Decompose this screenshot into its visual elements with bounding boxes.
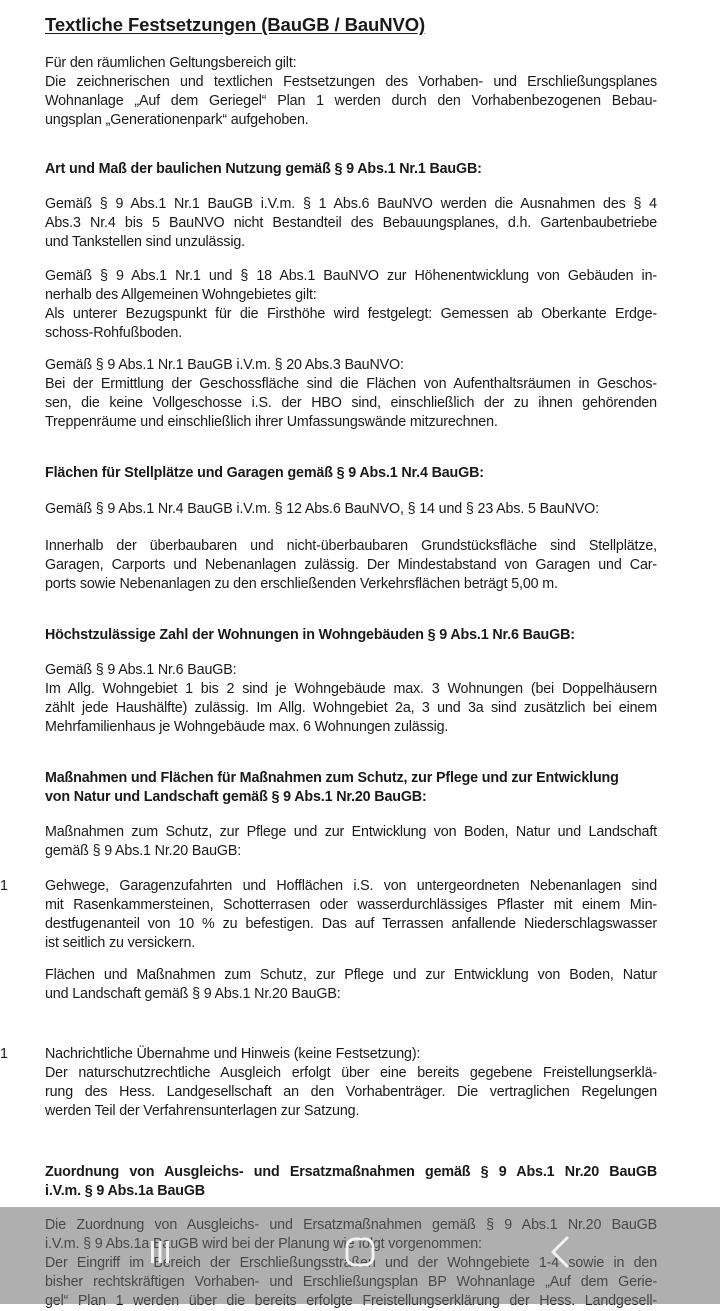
section-heading	[45, 769, 665, 807]
section-heading: Art und Maß der baulichen Nutzung gemäß § 9 Abs.1 Nr.1 BauGB:	[45, 161, 482, 177]
section-heading: Höchstzulässige Zahl der Wohnungen in Wohngebäuden § 9 Abs.1 Nr.6 BauGB:	[45, 627, 575, 643]
text-line: mit Rasenkammersteinen, Schotterrasen oder wasserdurchlässiges Pflaster mit einem Min-	[45, 897, 657, 913]
paragraph	[45, 500, 657, 519]
text-line: Gemäß § 9 Abs.1 Nr.6 BauGB:	[45, 662, 237, 678]
text-line: und Landschaft gemäß § 9 Abs.1 Nr.20 BauGB:	[45, 986, 341, 1002]
text-line: destfugenanteil von 10 % zu befestigen. Das auf Terrassen anfallende Niederschlagswasser	[45, 916, 657, 932]
text-line: gemäß § 9 Abs.1 Nr.20 BauGB:	[45, 843, 242, 859]
text-line: sen, die keine Vollgeschosse i.S. der HBO sind, einschließlich der zu ihnen gehörenden	[45, 395, 657, 411]
text-line: Für den räumlichen Geltungsbereich gilt:	[45, 55, 297, 71]
item-number: 1	[0, 1046, 8, 1062]
numbered-item	[45, 1045, 657, 1121]
text-line: rung des Hess. Landgesellschaft an den Vorhabenträger. Die vertraglichen Regelungen	[45, 1084, 657, 1100]
text-line: Wohnanlage „Auf dem Geriegel“ Plan 1 werden durch den Vorhabenbezogenen Bebau-	[45, 93, 657, 109]
paragraph	[45, 823, 657, 861]
text-line: Nachrichtliche Übernahme und Hinweis (keine Festsetzung):	[45, 1046, 421, 1062]
text-line: ungsplan „Generationenpark“ aufgehoben.	[45, 112, 309, 128]
text-line: Flächen und Maßnahmen zum Schutz, zur Pflege und zur Entwicklung von Boden, Natur	[45, 967, 657, 983]
section-heading	[45, 1163, 657, 1201]
heading-line: von Natur und Landschaft gemäß § 9 Abs.1 Nr.20 BauGB:	[45, 789, 427, 805]
heading-line: i.V.m. § 9 Abs.1a BauGB	[45, 1183, 205, 1199]
recent-apps-icon	[145, 1237, 175, 1272]
text-line: Garagen, Carports und Nebenanlagen zulässig. Der Mindestabstand von Garagen und Car-	[45, 557, 657, 573]
text-line: Gemäß § 9 Abs.1 Nr.4 BauGB i.V.m. § 12 Abs.6 BauNVO, § 14 und § 23 Abs. 5 BauNVO:	[45, 501, 599, 517]
section-heading: Flächen für Stellplätze und Garagen gemäß § 9 Abs.1 Nr.4 BauGB:	[45, 465, 484, 481]
text-line: Innerhalb der überbaubaren und nicht-überbaubaren Grundstücksfläche sind Stellplätze,	[45, 538, 657, 554]
paragraph	[45, 356, 657, 432]
text-line: Maßnahmen zum Schutz, zur Pflege und zur Entwicklung von Boden, Natur und Landschaft	[45, 824, 657, 840]
text-line: Gehwege, Garagenzufahrten und Hofflächen i.S. von untergeordneten Nebenanlagen sind	[45, 878, 657, 894]
back-button[interactable]	[530, 1234, 590, 1274]
heading-line: Maßnahmen und Flächen für Maßnahmen zum Schutz, zur Pflege und zur Entwicklung	[45, 770, 619, 786]
item-number: 1	[0, 878, 8, 894]
text-line: Abs.3 Nr.4 bis 5 BauNVO nicht Bestandteil des Bebauungsplanes, d.h. Gartenbaubetriebe	[45, 215, 657, 231]
paragraph	[45, 966, 657, 1004]
text-line: Die zeichnerischen und textlichen Festsetzungen des Vorhaben- und Erschließungsplanes	[45, 74, 657, 90]
paragraph	[45, 537, 657, 594]
text-line: Im Allg. Wohngebiet 1 bis 2 sind je Wohngebäude max. 3 Wohnungen (bei Doppelhäusern	[45, 681, 657, 697]
home-button[interactable]	[330, 1234, 390, 1274]
document-title: Textliche Festsetzungen (BauGB / BauNVO)	[45, 14, 426, 35]
text-line: zählt jede Haushälfte) zulässig. Im Allg. Wohngebiet 2a, 3 und 3a sind zusätzlich bei einem	[45, 700, 657, 716]
text-line: Gemäß § 9 Abs.1 Nr.1 BauGB i.V.m. § 20 Abs.3 BauNVO:	[45, 357, 404, 373]
text-line: und Tankstellen sind unzulässig.	[45, 234, 245, 250]
intro-paragraph	[45, 54, 657, 130]
text-line: Bei der Ermittlung der Geschossfläche sind die Flächen von Aufenthaltsräumen in Geschos-	[45, 376, 657, 392]
heading-line: Zuordnung von Ausgleichs- und Ersatzmaßnahmen gemäß § 9 Abs.1 Nr.20 BauGB	[45, 1164, 657, 1180]
paragraph	[45, 661, 657, 737]
text-line: werden Teil der Verfahrensunterlagen zur Satzung.	[45, 1103, 360, 1119]
text-line: Gemäß § 9 Abs.1 Nr.1 und § 18 Abs.1 BauNVO zur Höhenentwicklung von Gebäuden in-	[45, 268, 657, 284]
text-line: Mehrfamilienhaus je Wohngebäude max. 6 Wohnungen zulässig.	[45, 719, 449, 735]
text-line: Der naturschutzrechtliche Ausgleich erfolgt über eine bereits gegebene Freistellungserklä-	[45, 1065, 657, 1081]
paragraph	[45, 195, 657, 252]
text-line: Treppenräume und einschließlich ihrer Umfassungswände mitzurechnen.	[45, 414, 498, 430]
text-line: nerhalb des Allgemeinen Wohngebietes gilt:	[45, 287, 317, 303]
back-icon	[545, 1235, 575, 1274]
paragraph	[45, 267, 657, 343]
text-line: ist seitlich zu versickern.	[45, 935, 196, 951]
text-line: Gemäß § 9 Abs.1 Nr.1 BauGB i.V.m. § 1 Abs.6 BauNVO werden die Ausnahmen des § 4	[45, 196, 657, 212]
text-line: Als unterer Bezugspunkt für die Firsthöhe wird festgelegt: Gemessen ab Oberkante Erdge-	[45, 306, 657, 322]
text-line: ports sowie Nebenanlagen zu den erschließenden Verkehrsflächen beträgt 5,00 m.	[45, 576, 558, 592]
text-line: schoss-Rohfußboden.	[45, 325, 183, 341]
recent-apps-button[interactable]	[130, 1234, 190, 1274]
numbered-item	[45, 877, 657, 953]
home-icon	[343, 1235, 377, 1274]
